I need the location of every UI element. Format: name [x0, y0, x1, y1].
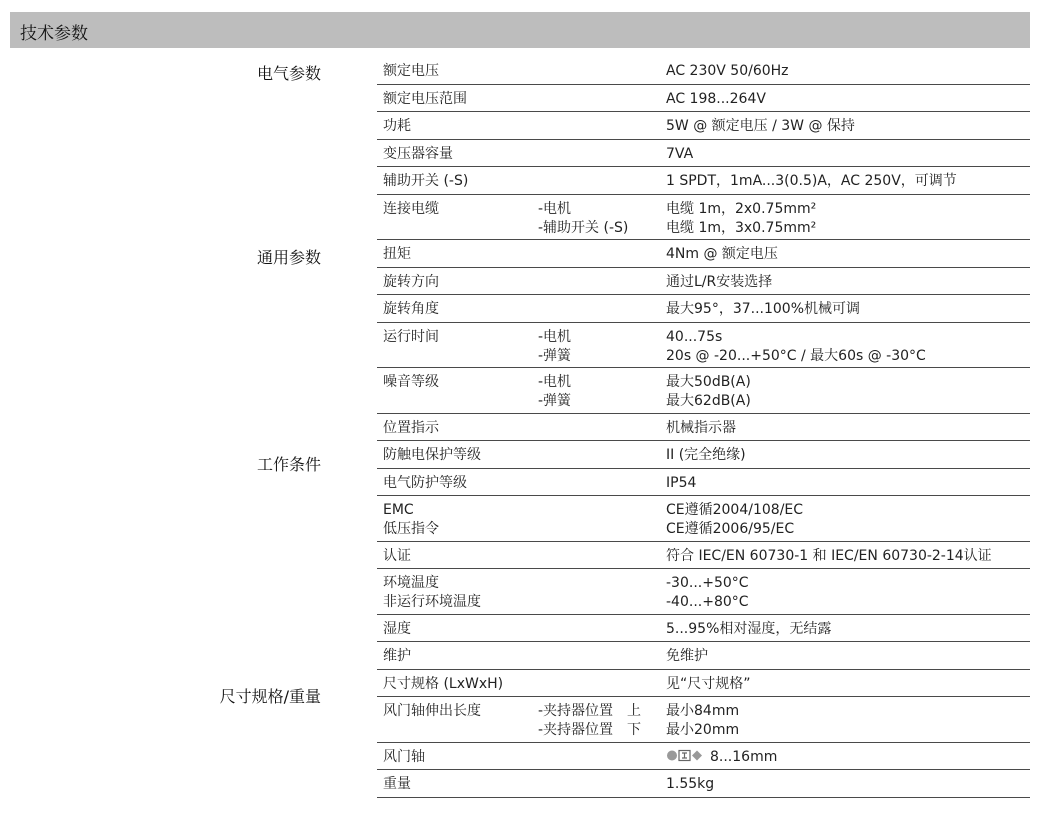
spec-value — [666, 419, 736, 438]
spec-row — [377, 295, 1030, 323]
spec-name — [383, 574, 481, 612]
spec-name — [383, 547, 411, 566]
spec-name — [383, 328, 439, 347]
spec-value — [666, 675, 751, 694]
spec-name — [383, 117, 411, 136]
spec-value — [666, 328, 926, 366]
spec-row — [377, 441, 1030, 469]
spec-row — [377, 57, 1030, 85]
spec-row — [377, 368, 1030, 414]
cell-text: 符合 IEC/EN 60730-1 和 IEC/EN 60730-2-14认证 — [666, 547, 992, 564]
cell-text: 风门轴 — [383, 748, 425, 765]
spec-row — [377, 112, 1030, 140]
spec-name — [383, 647, 411, 666]
spec-value — [666, 446, 746, 465]
spec-value — [666, 172, 957, 191]
spec-value — [666, 647, 708, 666]
spec-name — [383, 273, 439, 292]
spec-row — [377, 496, 1030, 542]
cell-text: 机械指示器 — [666, 419, 736, 436]
cell-text: 5W @ 额定电压 / 3W @ 保持 — [666, 118, 855, 134]
cell-text: -40...+80°C — [666, 594, 749, 610]
cell-text: -电机 — [538, 200, 572, 217]
spec-value — [666, 620, 831, 639]
cell-text: 免维护 — [666, 648, 708, 664]
spec-name — [383, 62, 439, 81]
cell-text: 低压指令 — [383, 521, 439, 537]
section-label-dimensions-weight: 尺寸规格/重量 — [219, 687, 321, 706]
spec-row — [377, 743, 1030, 771]
cell-text: II (完全绝缘) — [666, 447, 746, 463]
cell-text: 最小84mm — [666, 703, 740, 719]
cell-text: CE遵循2006/95/EC — [666, 521, 795, 537]
cell-text: -辅助开关 (-S) — [538, 219, 629, 236]
section-label-working-conditions: 工作条件 — [256, 455, 321, 474]
cell-text: CE遵循2004/108/EC — [666, 502, 804, 518]
spec-name — [383, 172, 468, 191]
cell-text: -30...+50°C — [666, 575, 749, 591]
spec-name — [383, 620, 411, 639]
cell-text: 噪音等级 — [383, 374, 439, 390]
cell-text: 最大62dB(A) — [666, 393, 751, 409]
spec-value — [666, 200, 816, 238]
cell-text: -弹簧 — [538, 347, 572, 364]
cell-text: -电机 — [538, 328, 572, 345]
cell-text: 电气防护等级 — [383, 474, 467, 491]
spec-name — [383, 446, 481, 465]
cell-text: 连接电缆 — [383, 200, 439, 217]
cell-text: 防触电保护等级 — [383, 447, 481, 463]
cell-text: EMC — [383, 502, 414, 518]
spec-row — [377, 615, 1030, 643]
spec-value — [666, 474, 696, 493]
cell-text: 运行时间 — [383, 328, 439, 345]
cell-text: 重量 — [383, 776, 411, 792]
spec-name — [383, 200, 439, 219]
cell-text: 最大95°，37...100%机械可调 — [666, 301, 861, 317]
cell-text: 湿度 — [383, 620, 411, 637]
page-title: 技术参数 — [20, 24, 88, 44]
spec-name — [383, 702, 481, 721]
cell-text: -夹持器位置 上 — [538, 703, 642, 719]
header-bar — [10, 12, 1030, 48]
cell-text: 维护 — [383, 648, 411, 664]
cell-text: 功耗 — [383, 118, 411, 134]
cell-text: 额定电压 — [383, 63, 439, 79]
spec-value — [666, 117, 855, 136]
shaft-shape-icons — [666, 749, 704, 768]
spec-table — [377, 57, 1030, 798]
spec-sub-item — [538, 373, 571, 411]
cell-text: 最大50dB(A) — [666, 374, 751, 390]
spec-value — [666, 145, 693, 164]
spec-name — [383, 748, 425, 767]
cell-text: 额定电压范围 — [383, 90, 467, 107]
spec-row — [377, 240, 1030, 268]
spec-row — [377, 85, 1030, 113]
spec-value — [666, 273, 772, 292]
spec-sub-item — [538, 200, 628, 238]
spec-value — [666, 300, 860, 319]
spec-value — [666, 547, 992, 566]
cell-text: -夹持器位置 下 — [538, 722, 642, 738]
cell-text: 8...16mm — [710, 748, 778, 765]
round-shaft-icon — [667, 750, 677, 760]
spec-row — [377, 195, 1030, 241]
cell-text: 认证 — [383, 547, 411, 564]
spec-value — [666, 90, 766, 109]
cell-text: 非运行环境温度 — [383, 594, 481, 610]
cell-text: 尺寸规格 (LxWxH) — [383, 675, 504, 692]
spec-row — [377, 642, 1030, 670]
spec-name — [383, 775, 411, 794]
spec-name — [383, 245, 411, 264]
spec-value — [666, 748, 777, 768]
spec-row — [377, 697, 1030, 743]
spec-value — [666, 373, 751, 411]
spec-row — [377, 469, 1030, 497]
cell-text: 1.55kg — [666, 776, 715, 792]
spec-value — [666, 245, 778, 264]
diamond-shaft-icon — [692, 750, 702, 760]
spec-value — [666, 574, 749, 612]
spec-row — [377, 167, 1030, 195]
spec-name — [383, 474, 467, 493]
cell-text: 电缆 1m，3x0.75mm² — [666, 219, 817, 236]
spec-name — [383, 90, 467, 109]
spec-sub-item — [538, 328, 571, 366]
spec-row — [377, 569, 1030, 615]
cell-text: 40...75s — [666, 328, 723, 345]
spec-row — [377, 414, 1030, 442]
cell-text: AC 230V 50/60Hz — [666, 63, 789, 79]
spec-row — [377, 268, 1030, 296]
cell-text: 环境温度 — [383, 575, 439, 591]
cell-text: 20s @ -20...+50°C / 最大60s @ -30°C — [666, 347, 926, 364]
spec-row — [377, 770, 1030, 798]
cell-text: IP54 — [666, 474, 697, 491]
cell-text: 4Nm @ 额定电压 — [666, 246, 778, 262]
spec-name — [383, 373, 439, 392]
spec-value — [666, 62, 789, 81]
cell-text: 旋转方向 — [383, 273, 439, 290]
section-label-electrical: 电气参数 — [256, 64, 321, 83]
cell-text: 旋转角度 — [383, 301, 439, 317]
cell-text: AC 198...264V — [666, 90, 766, 107]
section-label-general: 通用参数 — [256, 248, 321, 267]
spec-value — [666, 501, 803, 539]
spec-value — [666, 702, 739, 740]
cell-text: -弹簧 — [538, 393, 572, 409]
spec-sub-item — [538, 702, 641, 740]
cell-text: 扭矩 — [383, 246, 411, 262]
cell-text: 电缆 1m，2x0.75mm² — [666, 200, 817, 217]
cell-text: 风门轴伸出长度 — [383, 703, 481, 719]
cell-text: 辅助开关 (-S) — [383, 173, 469, 189]
cell-text: 见“尺寸规格” — [666, 675, 751, 692]
cell-text: 变压器容量 — [383, 145, 453, 162]
spec-value — [666, 775, 714, 794]
spec-row — [377, 140, 1030, 168]
spec-row — [377, 670, 1030, 698]
cell-text: 通过L/R安装选择 — [666, 273, 773, 290]
spec-row — [377, 542, 1030, 570]
cell-text: -电机 — [538, 374, 572, 390]
spec-row — [377, 323, 1030, 369]
spec-name — [383, 675, 503, 694]
cell-text: 5...95%相对湿度，无结露 — [666, 620, 832, 637]
cell-text: 最小20mm — [666, 722, 740, 738]
cell-text: 7VA — [666, 145, 694, 162]
cell-text: 1 SPDT，1mA...3(0.5)A，AC 250V，可调节 — [666, 173, 957, 189]
spec-name — [383, 419, 439, 438]
cell-text: 位置指示 — [383, 419, 439, 436]
spec-name — [383, 145, 453, 164]
spec-name — [383, 501, 439, 539]
spec-name — [383, 300, 439, 319]
